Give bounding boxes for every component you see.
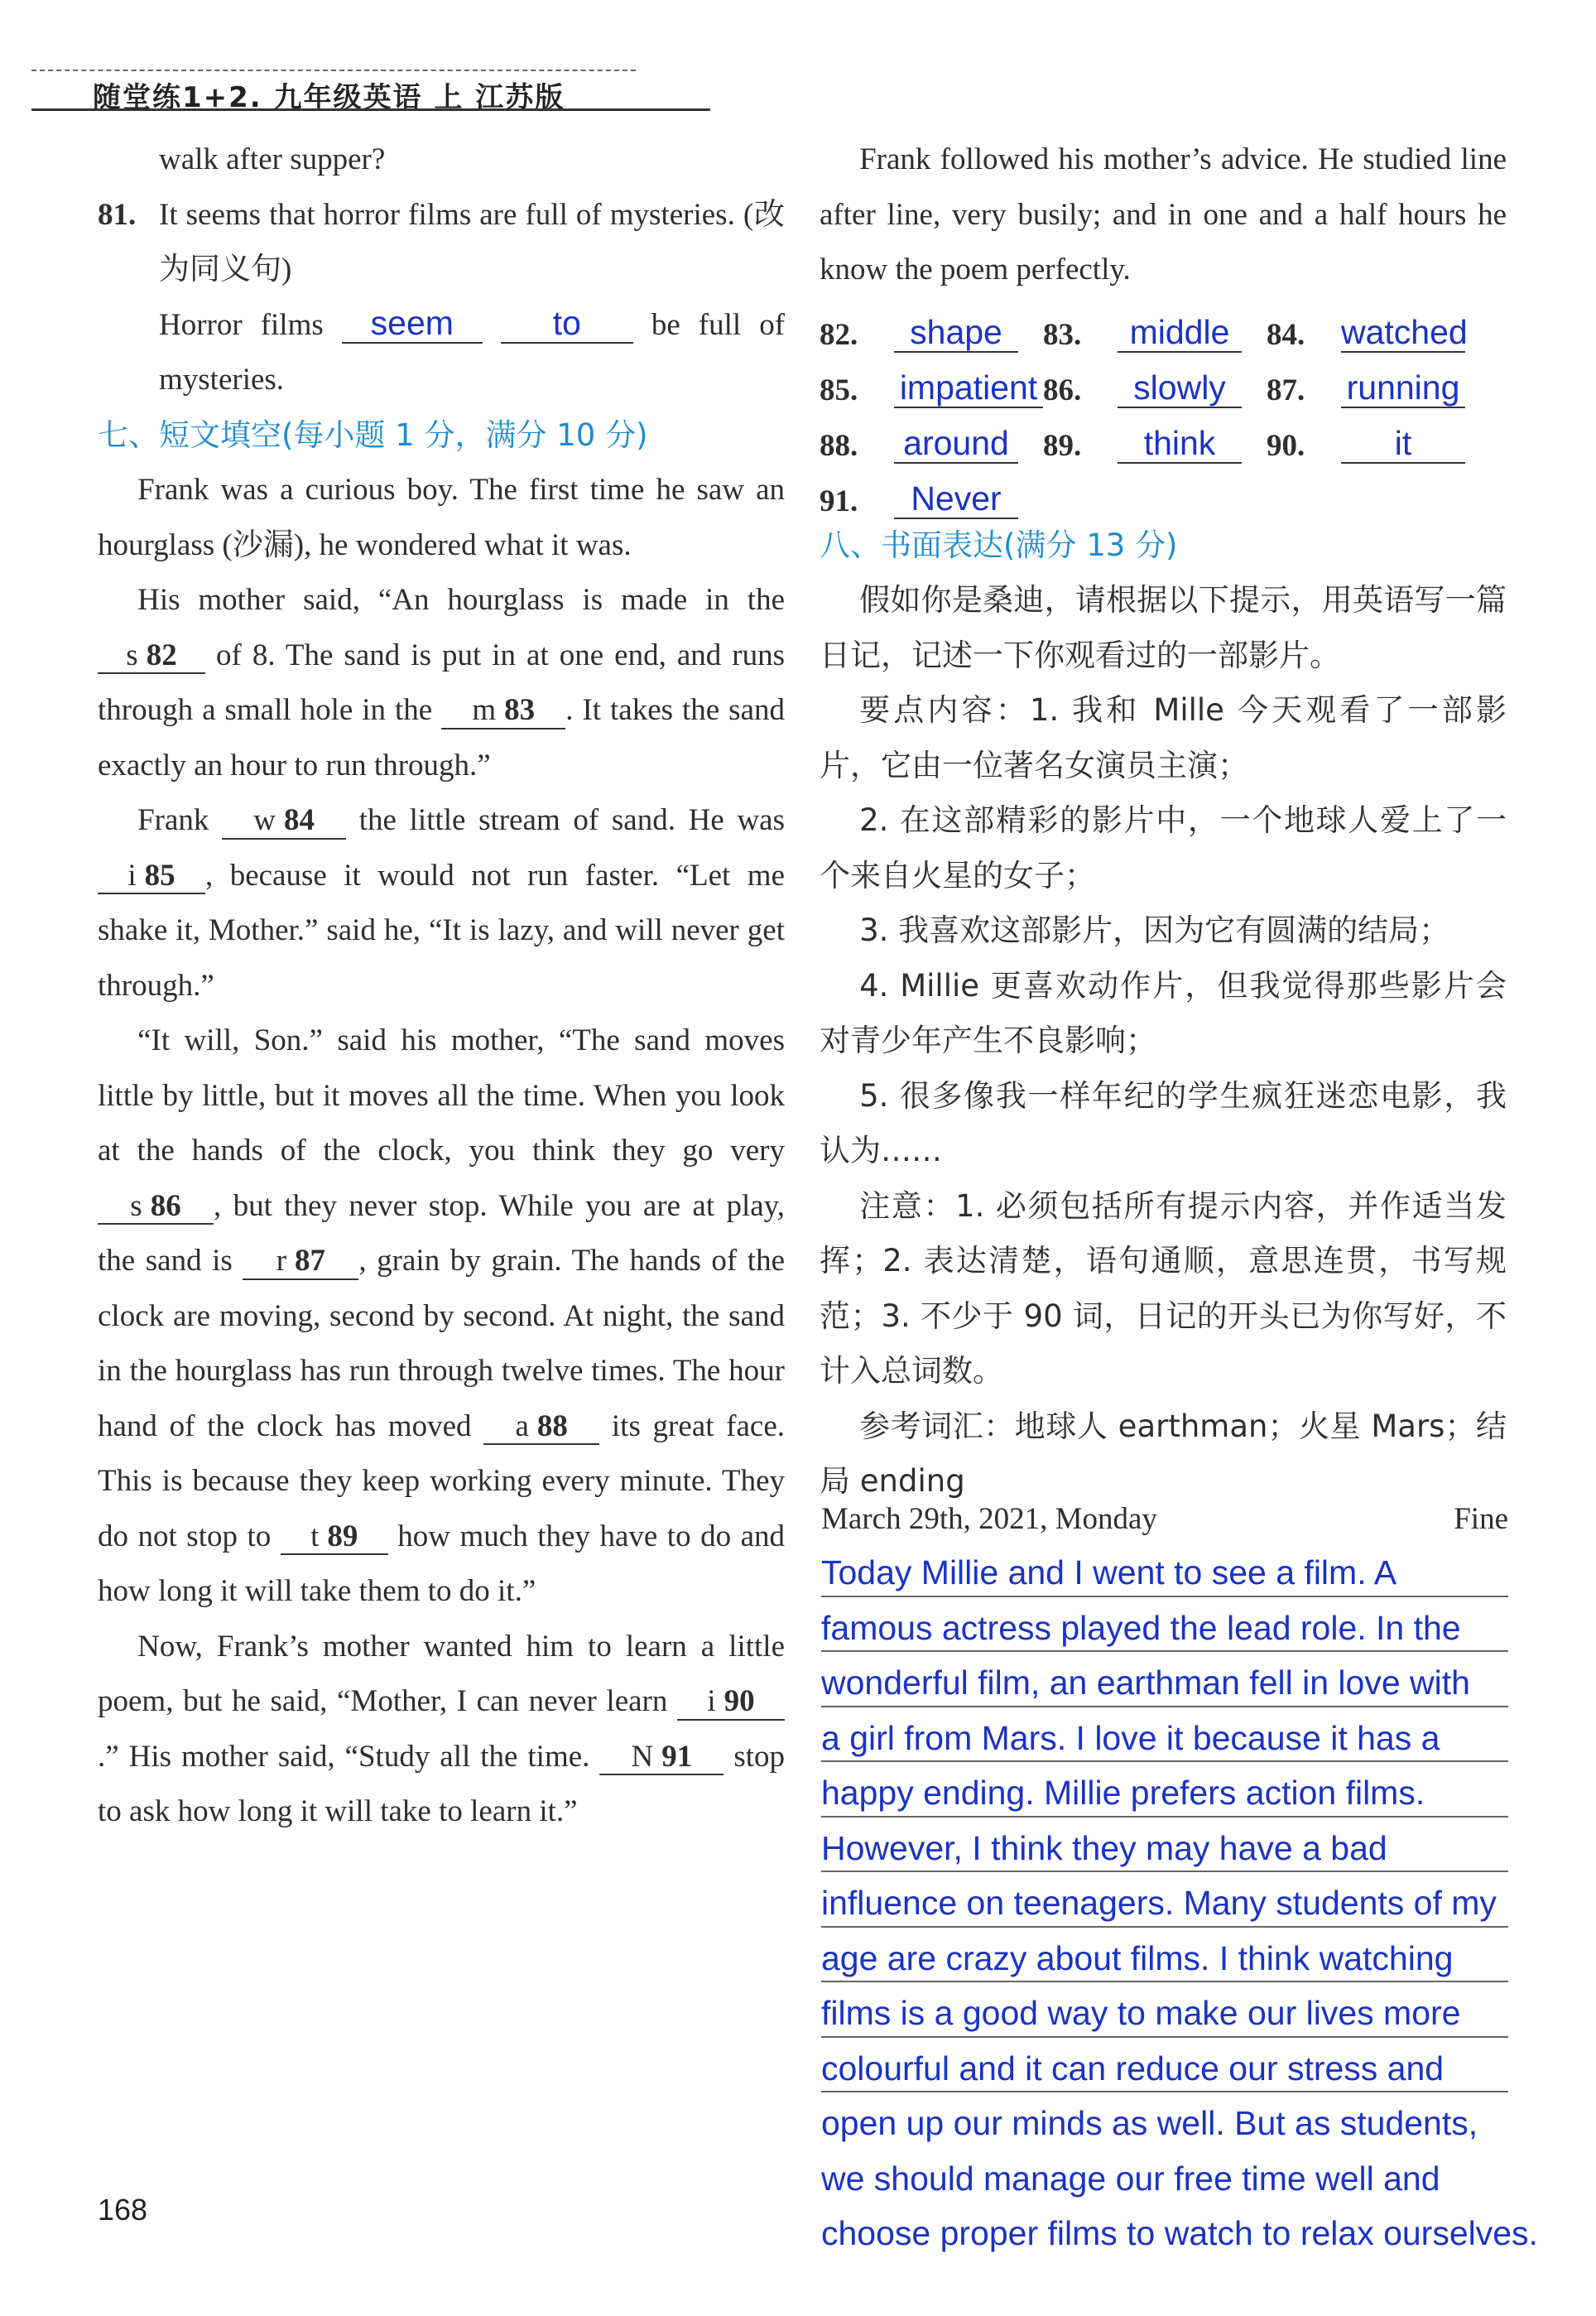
passage-paragraph-3: Frank w 84 the little stream of sand. He was i 85 , because it would not run faster. “Let me shake it, Mother.” said he, “It is lazy, and will never get through.” — [98, 803, 785, 1003]
passage-paragraph-6: Frank followed his mother’s advice. He studied line after line, very busily; and in one and a half hours he know the poem perfectly. — [820, 142, 1507, 286]
answer-grid: 82. shape 83. middle 84. watched 85. impatient 86. slowly 87. running 88. around 89. think 90. it 91. Never — [820, 312, 1468, 518]
diary-line: choose proper films to watch to relax ourselves. — [821, 2214, 1538, 2252]
book-title: 随堂练1+2. 九年级英语 上 江苏版 — [93, 81, 565, 114]
passage-paragraph-4: “It will, Son.” said his mother, “The sand moves little by little, but it moves all the time. When you look at the hands of the clock, you think they go very s 86 , but they never stop. While you are at play, the sand is r 87 , grain by grain. The hands of the clock are moving, second by second. At night, the sand in the hourglass has run through twelve times. The hour hand of the clock has moved a 88 its great face. This is because they keep working every minute. They do not stop to t 89 how much they have to do and how long it will take them to do it.” — [98, 1023, 786, 1608]
blank-85: i 85 — [98, 859, 205, 895]
header-rule — [31, 108, 710, 111]
rewrite-suffix: be full of mysteries. — [159, 307, 786, 397]
question-80-tail: walk after supper? — [159, 142, 386, 176]
question-81 — [98, 188, 785, 408]
writing-vocabulary: 参考词汇：地球人 earthman；火星 Mars；结局 ending — [820, 1408, 1507, 1499]
rewrite-prefix: Horror films — [159, 307, 324, 342]
diary-line: Today Millie and I went to see a film. A — [821, 1542, 1508, 1597]
diary-line: open up our minds as well. But as students, — [821, 2104, 1478, 2142]
diary-line: colourful and it can reduce our stress and — [821, 2038, 1508, 2093]
diary-line: a girl from Mars. I love it because it has a — [821, 1707, 1508, 1763]
diary-line: we should manage our free time well and — [821, 2159, 1440, 2198]
diary-line: age are crazy about films. I think watching — [821, 1928, 1508, 1983]
blank-89: t 89 — [281, 1520, 388, 1556]
blank-90: i 90 — [677, 1685, 785, 1721]
page-header — [31, 70, 710, 114]
diary-answer — [821, 1497, 1538, 2258]
diary-line: famous actress played the lead role. In the — [821, 1597, 1508, 1653]
right-column — [820, 132, 1507, 1509]
diary-line: films is a good way to make our lives more — [821, 1982, 1508, 2038]
diary-date-line — [821, 1497, 1508, 1542]
passage-paragraph-2: His mother said, “An hourglass is made in the s 82 of 8. The sand is put in at one end, and runs through a small hole in the m 83 . It takes the sand exactly an hour to run through.” — [98, 583, 786, 782]
writing-point-3: 3. 我喜欢这部影片，因为它有圆满的结局； — [859, 912, 1450, 948]
diary-weather: Fine — [1454, 1502, 1508, 1536]
writing-task: 假如你是桑迪，请根据以下提示，用英语写一篇日记，记述一下你观看过的一部影片。 — [820, 582, 1507, 673]
blank-86: s 86 — [98, 1190, 214, 1225]
diary-line: wonderful film, an earthman fell in love with — [821, 1652, 1508, 1707]
blank-87: r 87 — [243, 1245, 358, 1280]
passage-paragraph-5: Now, Frank’s mother wanted him to learn a little poem, but he said, “Mother, I can never learn i 90.” His mother said, “Study all the time. N 91 stop to ask how long it will take to learn it.” — [98, 1629, 786, 1828]
passage-paragraph-1: Frank was a curious boy. The first time he saw an hourglass (沙漏), he wondered what it was. — [98, 473, 785, 562]
writing-note: 注意：1. 必须包括所有提示内容，并作适当发挥；2. 表达清楚，语句通顺，意思连贯，书写规范；3. 不少于 90 词，日记的开头已为你写好，不计入总词数。 — [820, 1187, 1507, 1389]
answer-blank: to — [501, 305, 633, 344]
writing-point-5: 5. 很多像我一样年纪的学生疯狂迷恋电影，我认为…… — [820, 1077, 1507, 1168]
writing-point-1: 要点内容：1. 我和 Mille 今天观看了一部影片，它由一位著名女演员主演； — [820, 692, 1507, 783]
section-8-title: 八、书面表达(满分 13 分) — [820, 527, 1178, 563]
writing-point-2: 2. 在这部精彩的影片中，一个地球人爱上了一个来自火星的女子； — [820, 802, 1507, 893]
header-dashed-line — [31, 70, 636, 71]
diary-line: happy ending. Millie prefers action films. — [821, 1762, 1508, 1818]
blank-83: m 83 — [441, 694, 565, 729]
page-number: 168 — [98, 2193, 148, 2227]
question-number: 81. — [98, 197, 137, 232]
diary-date: March 29th, 2021, Monday — [821, 1502, 1157, 1536]
diary-line: influence on teenagers. Many students of my — [821, 1872, 1508, 1928]
blank-84: w 84 — [222, 804, 346, 840]
left-column — [98, 132, 785, 1840]
blank-91: N 91 — [599, 1741, 723, 1776]
blank-82: s 82 — [98, 639, 205, 675]
blank-88: a 88 — [483, 1410, 599, 1446]
diary-line: However, I think they may have a bad — [821, 1818, 1508, 1873]
question-text: It seems that horror films are full of mysteries. (改为同义句) — [159, 197, 785, 286]
answer-blank: seem — [342, 305, 483, 344]
section-7-title: 七、短文填空(每小题 1 分，满分 10 分) — [98, 416, 648, 453]
writing-point-4: 4. Millie 更喜欢动作片，但我觉得那些影片会对青少年产生不良影响； — [820, 967, 1507, 1058]
